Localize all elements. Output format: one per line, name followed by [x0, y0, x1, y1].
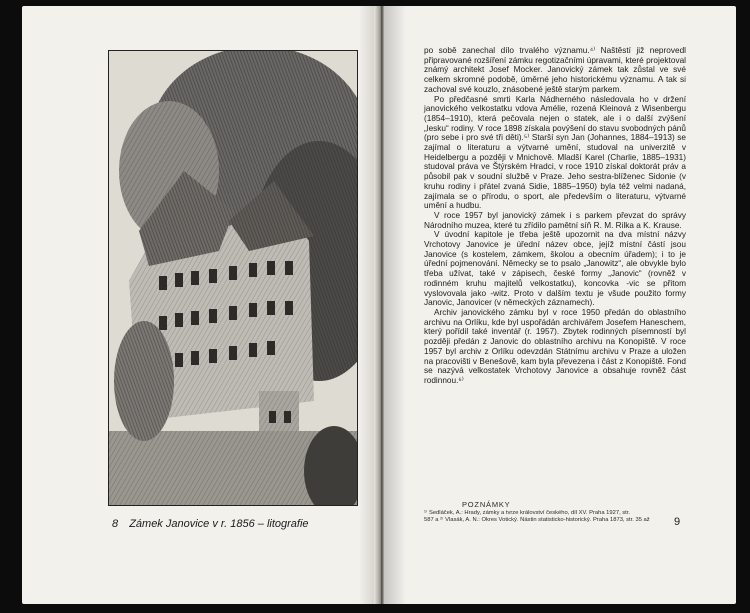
- paragraph: po sobě zanechal dílo trvalého významu.⁴⁾ Naštěstí již neprovedl připravované rozšíření zámku regotizačními úpravami, které projektoval známý architekt Josef Mocker. Janovický zámek tak zůstal ve své celkem skromné podobě, úměrné jeho historickému významu. A tak si zachoval své kouzlo, znásobené ještě starým parkem.: [424, 46, 686, 94]
- lithograph-illustration: [108, 50, 358, 506]
- paragraph: V roce 1957 byl janovický zámek i s parkem převzat do správy Národního muzea, které tu zřídilo pamětní síň R. M. Rilka a K. Krause.: [424, 210, 686, 230]
- left-page-number: 8: [112, 518, 119, 530]
- paragraph: Po předčasné smrti Karla Nádherného následovala ho v držení janovického velkostatku vdova Amélie, rozená Kleinová z Wisenbergu (1854–1910), která pečovala nejen o statek, ale i o další zvýšení „lesku“ rodiny. V roce 1898 získala povýšení do stavu svobodných pánů (pro sebe i pro své tři děti).⁵⁾ Starší syn Jan (Johannes, 1884–1913) se zajímal o literaturu a výtvarné umění, studoval na univerzitě v Heidelbergu a později v Mnichově. Mladší Karel (Charlie, 1885–1931) studoval práva ve Štýrském Hradci, v roce 1910 získal doktorát práv a působil pak v soudní službě v Praze. Jeho sestra-blíženec Sidonie (v kruhu rodiny i přátel zvaná Sidie, 1885–1950) byla též velmi nadaná, zajímala se o přírodu, o sport, ale především o literaturu, výtvarné umění a hudbu.: [424, 94, 686, 211]
- paragraph: Archiv janovického zámku byl v roce 1950 předán do oblastního archivu na Orlíku, kde byl uspořádán archivářem Josefem Haneschem, který pořídil také inventář (r. 1957). Zbytek rodinných písemností byl později předán z Janovic do oblastního archivu na Konopiště. V roce 1957 byl archiv z Orlíku odevzdán Státnímu archivu v Praze a uložen na pracovišti v Benešově, kam byla převezena i část z Konopiště. Fond se nazývá velkostatek Vrchotovy Janovice a obsahuje rovněž část rodinnou.⁶⁾: [424, 307, 686, 385]
- paragraph: V úvodní kapitole je třeba ještě upozornit na dva místní názvy Vrchotovy Janovice je úřední název obce, jejíž místní částí jsou Janovice (s kostelem, zámkem, školou a obecním úřadem); i to je úřední pojmenování. Německy se to psalo „Janowitz“, ale obvykle bylo třeba užívat, také v zápisech, české formy „Janovic“ (rovněž v rodinném kruhu majitelů velkostatku), koncovka -vic se přitom vyslovovala jako -witz. Proto v dalším textu je všude použito formy Janovic, Janovicer (v německých záznamech).: [424, 230, 686, 308]
- castle-lithograph-image: [109, 51, 357, 505]
- footnote-line: ¹⁾ Sedláček, A.: Hrady, zámky a tvrze království českého, díl XV. Praha 1927, str.: [424, 510, 631, 516]
- right-page: [384, 6, 736, 604]
- left-page: [22, 6, 377, 604]
- footnote-line: 587 a ²⁾ Vlasák, A. N.: Okres Votický. Nástin statisticko-historický. Praha 1873, str. 35 až: [424, 517, 650, 524]
- body-text: [424, 46, 686, 386]
- notes-heading: POZNÁMKY: [462, 500, 511, 509]
- right-page-number: 9: [674, 516, 681, 528]
- figure-caption-row: [112, 518, 362, 530]
- figure-caption: Zámek Janovice v r. 1856 – litografie: [129, 518, 309, 530]
- footnotes: [424, 500, 684, 524]
